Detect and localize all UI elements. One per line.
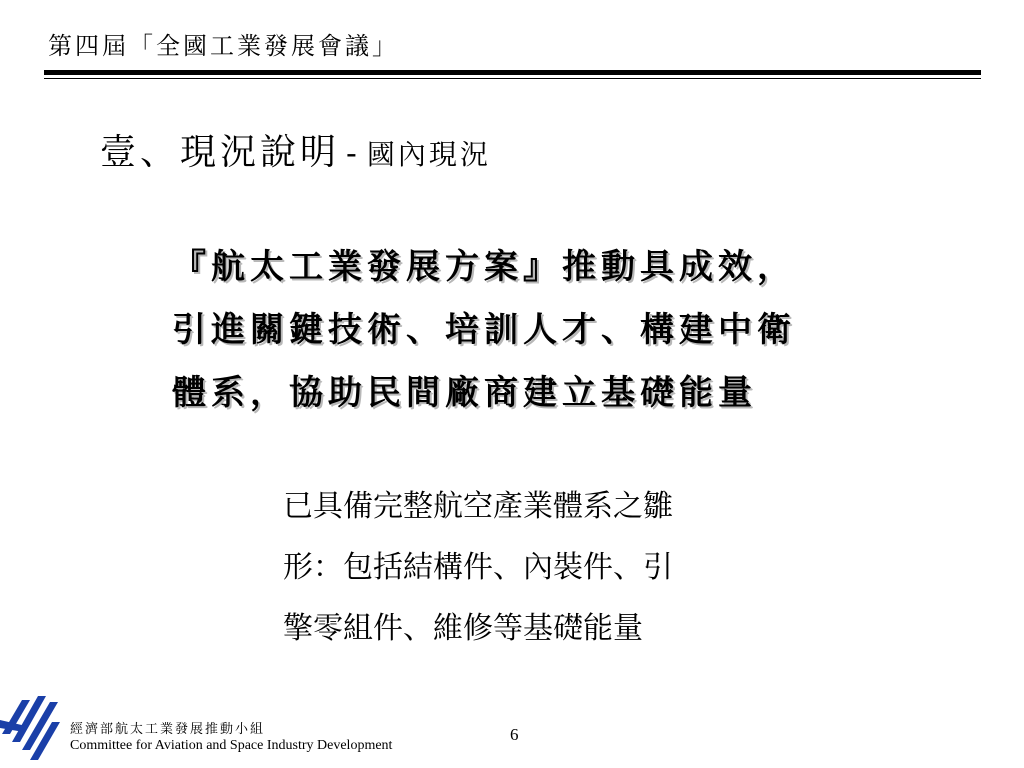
highlight-line: 引進關鍵技術、培訓人才、構建中衛 xyxy=(172,310,796,350)
section-heading-main: 壹、現況說明 xyxy=(100,132,341,173)
org-name-zh: 經濟部航太工業發展推動小組 xyxy=(70,722,266,737)
org-name-en: Committee for Aviation and Space Industry Development xyxy=(70,738,393,753)
section-subheading: 國內現況 xyxy=(366,138,491,171)
highlight-line: 體系，協助民間廠商建立基礎能量 xyxy=(172,373,757,413)
detail-line: 形：包括結構件、內裝件、引 xyxy=(283,550,673,585)
header-rule-thick xyxy=(44,70,981,75)
section-heading xyxy=(100,124,491,175)
detail-line: 擎零組件、維修等基礎能量 xyxy=(283,611,643,646)
highlight-block xyxy=(172,236,912,425)
header-title: 第四屆「全國工業發展會議」 xyxy=(48,32,399,60)
highlight-line: 『航太工業發展方案』推動具成效， xyxy=(172,247,796,287)
page-number: 6 xyxy=(510,725,519,744)
detail-line: 已具備完整航空產業體系之雛 xyxy=(283,489,673,524)
header-rule-thin xyxy=(44,78,981,79)
detail-block xyxy=(283,476,673,659)
committee-logo-icon xyxy=(0,680,62,766)
section-heading-separator: - xyxy=(346,134,357,172)
